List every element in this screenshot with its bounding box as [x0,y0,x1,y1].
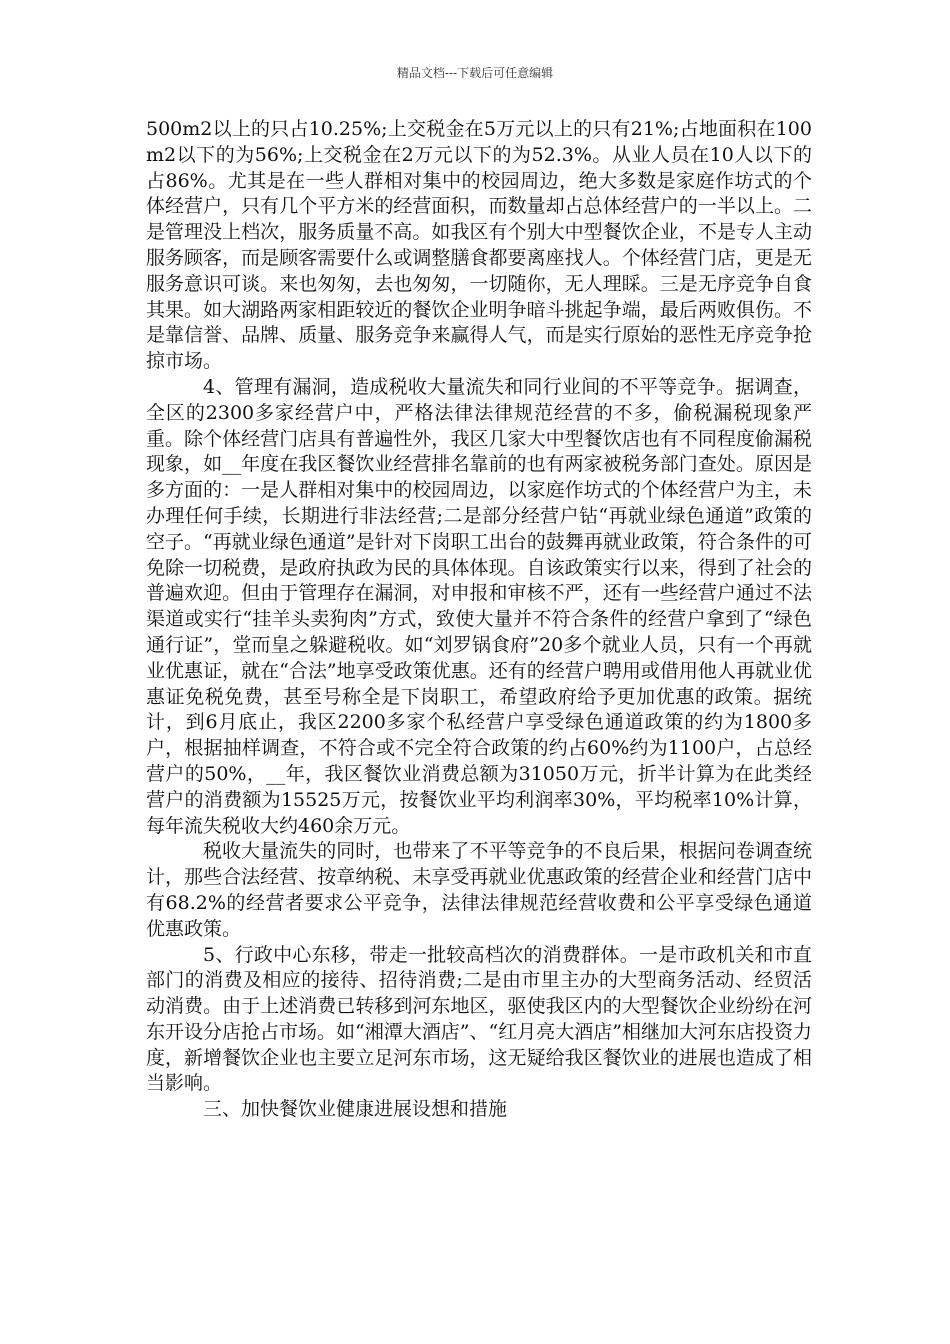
section-heading: 三、加快餐饮业健康进展设想和措施 [203,1098,508,1121]
paragraph-4: 5、行政中心东移，带走一批较高档次的消费群体。一是市政机关和市直部门的消费及相应的接待、招待消费;二是由市里主办的大型商务活动、经贸活动消费。由于上述消费已转移到河东地区，驱使我区内的大型餐饮企业纷纷在河东开设分店抢占市场。如“湘潭大酒店”、“红月亮大酒店”相继加大河东店投资力度，新增餐饮企业也主要立足河东市场，这无疑给我区餐饮业的进展也造成了相当影响。 [146,943,812,1095]
paragraph-2: 4、管理有漏洞，造成税收大量流失和同行业间的不平等竞争。据调查，全区的2300多家经营户中，严格法律法律规范经营的不多，偷税漏税现象严重。除个体经营门店具有普遍性外，我区几家大中型餐饮店也有不同程度偷漏税现象，如__年度在我区餐饮业经营排名靠前的也有两家被税务部门查处。原因是多方面的：一是人群相对集中的校园周边，以家庭作坊式的个体经营户为主，未办理任何手续，长期进行非法经营;二是部分经营户钻“再就业绿色通道”政策的空子。“再就业绿色通道”是针对下岗职工出台的鼓舞再就业政策，符合条件的可免除一切税费，是政府执政为民的具体体现。自该政策实行以来，得到了社会的普遍欢迎。但由于管理存在漏洞，对申报和审核不严，还有一些经营户通过不法渠道或实行“挂羊头卖狗肉”方式，致使大量并不符合条件的经营户拿到了“绿色通行证”，堂而皇之躲避税收。如“刘罗锅食府”20多个就业人员，只有一个再就业优惠证，就在“合法”地享受政策优惠。还有的经营户聘用或借用他人再就业优惠证免税免费，甚至号称全是下岗职工，希望政府给予更加优惠的政策。据统计，到6月底止，我区2200多家个私经营户享受绿色通道政策的约为1800多户，根据抽样调查，不符合或不完全符合政策的约占60%约为1100户，占总经营户的50%，__年，我区餐饮业消费总额为31050万元，折半计算为在此类经营户的消费额为15525万元，按餐饮业平均利润率30%，平均税率10%计算，每年流失税收大约460余万元。 [146,375,812,837]
paragraph-3: 税收大量流失的同时，也带来了不平等竞争的不良后果，根据问卷调查统计，那些合法经营、按章纳税、未享受再就业优惠政策的经营企业和经营门店中有68.2%的经营者要求公平竞争，法律法律规范经营收费和公平享受绿色通道优惠政策。 [146,840,812,940]
page-header: 精品文档---下载后可任意编辑 [396,66,554,80]
document-body [146,117,812,1123]
paragraph-1: 500m2以上的只占10.25%;上交税金在5万元以上的只有21%;占地面积在100m2以下的为56%;上交税金在2万元以下的为52.3%。从业人员在10人以下的占86%。尤其是在一些人群相对集中的校园周边，绝大多数是家庭作坊式的个体经营户，只有几个平方米的经营面积，而数量却占总体经营户的一半以上。二是管理没上档次，服务质量不高。如我区有个别大中型餐饮企业，不是专人主动服务顾客，而是顾客需要什么或调整膳食都要离座找人。个体经营门店，更是无服务意识可谈。来也匆匆，去也匆匆，一切随你，无人理睬。三是无序竞争自食其果。如大湖路两家相距较近的餐饮企业明争暗斗挑起争端，最后两败俱伤。不是靠信誉、品牌、质量、服务竞争来赢得人气，而是实行原始的恶性无序竞争抢掠市场。 [146,118,812,373]
